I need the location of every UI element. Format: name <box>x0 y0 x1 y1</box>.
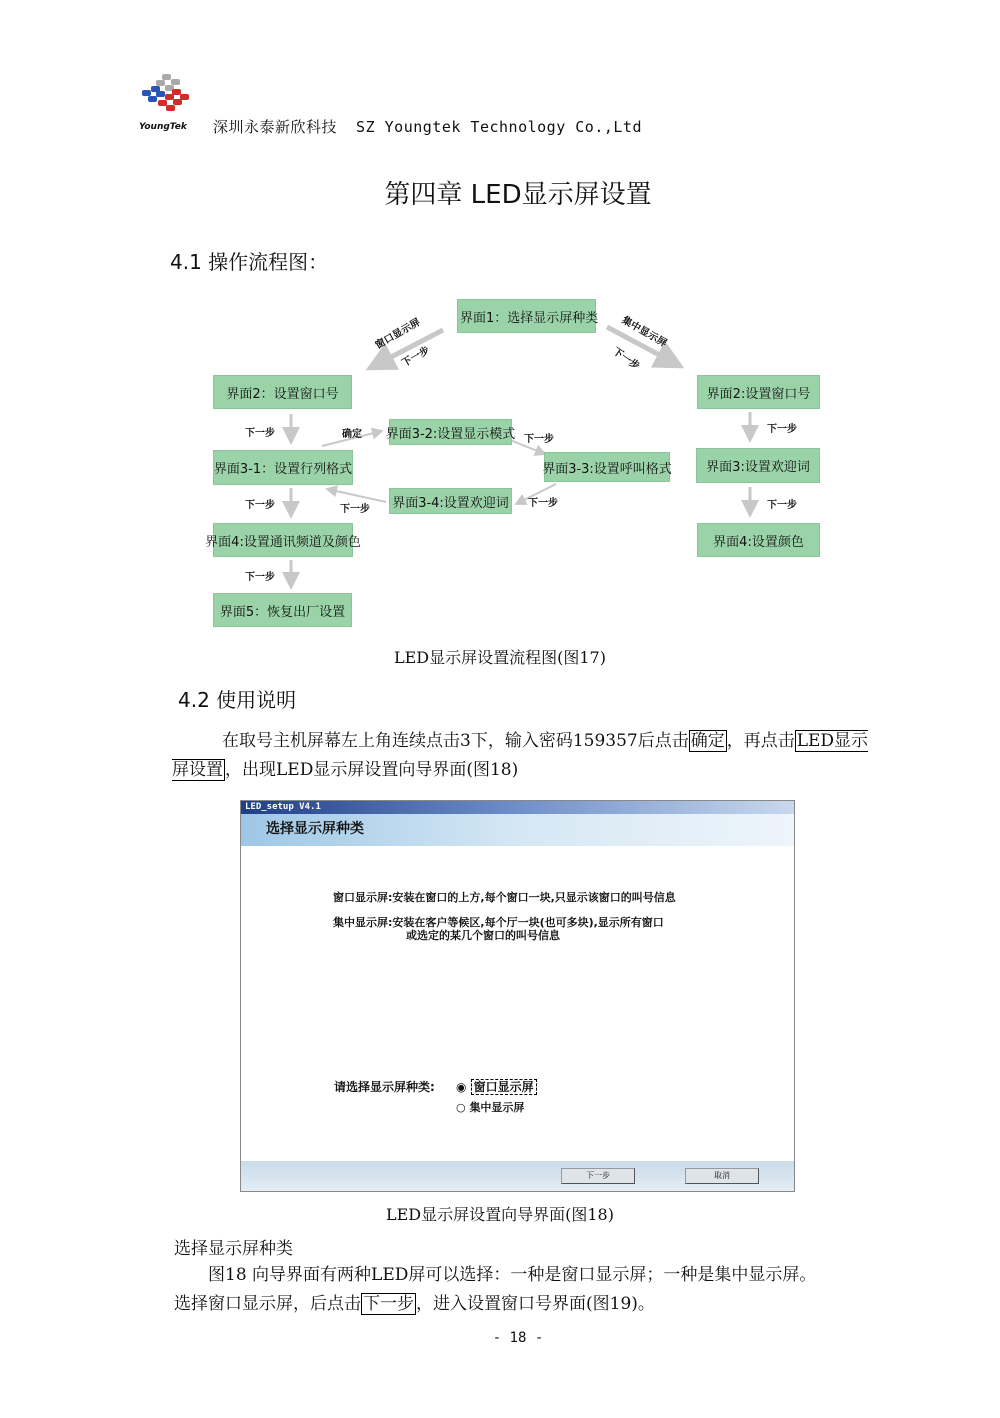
flow-box-screen3-1: 界面3-1：设置行列格式 <box>213 450 353 485</box>
label-next: 下一步 <box>245 500 275 511</box>
radio-label: 窗口显示屏 <box>471 1079 537 1095</box>
text: 选择窗口显示屏，后点击 <box>174 1294 361 1314</box>
select-type-label: 请选择显示屏种类: <box>334 1080 435 1094</box>
flow-box-right-screen3: 界面3:设置欢迎词 <box>696 448 820 483</box>
window-screen-description: 窗口显示屏:安装在窗口的上方,每个窗口一块,只显示该窗口的叫号信息 <box>333 891 676 904</box>
radio-label: 集中显示屏 <box>469 1101 525 1114</box>
label-next: 下一步 <box>245 428 275 439</box>
paragraph-instructions <box>172 727 872 785</box>
paragraph-description <box>174 1261 894 1319</box>
flow-box-left-screen2: 界面2：设置窗口号 <box>213 375 352 409</box>
company-header: 深圳永泰新欣科技 SZ Youngtek Technology Co.,Ltd <box>213 118 642 136</box>
label-next: 下一步 <box>767 500 797 511</box>
label-next: 下一步 <box>400 344 432 370</box>
label-next: 下一步 <box>610 346 642 373</box>
flow-box-right-screen2: 界面2:设置窗口号 <box>697 375 820 409</box>
sub-heading: 选择显示屏种类 <box>174 1239 293 1259</box>
text: ，出现LED显示屏设置向导界面(图18) <box>225 760 519 780</box>
chapter-title: 第四章 LED显示屏设置 <box>384 180 652 210</box>
text: 在取号主机屏幕左上角连续点击3下，输入密码159357后点击 <box>222 731 689 751</box>
flow-box-right-screen4: 界面4:设置颜色 <box>697 523 820 557</box>
label-next: 下一步 <box>528 498 558 509</box>
radio-central-screen[interactable]: ○ 集中显示屏 <box>456 1101 525 1114</box>
text: 图18 向导界面有两种LED屏可以选择：一种是窗口显示屏；一种是集中显示屏。 <box>208 1265 817 1285</box>
wizard-banner-title: 选择显示屏种类 <box>241 814 794 846</box>
flow-box-screen3-2: 界面3-2:设置显示模式 <box>389 419 512 445</box>
flow-box-left-screen4: 界面4:设置通讯频道及颜色 <box>213 523 353 557</box>
cancel-button[interactable]: 取消 <box>685 1168 759 1184</box>
flow-box-screen1: 界面1：选择显示屏种类 <box>457 299 596 333</box>
section-heading-4-1: 4.1 操作流程图： <box>170 250 329 274</box>
label-next: 下一步 <box>524 434 554 445</box>
label-next: 下一步 <box>340 504 370 515</box>
label-confirm: 确定 <box>342 429 362 440</box>
led-setup-window-screenshot <box>240 800 795 1192</box>
window-titlebar: LED_setup V4.1 <box>241 801 794 814</box>
label-window-screen: 窗口显示屏 <box>373 316 423 352</box>
flow-box-screen3-4: 界面3-4:设置欢迎词 <box>389 488 512 514</box>
led-setup-button-ref: LED显示屏设置 <box>172 731 869 780</box>
label-next: 下一步 <box>245 572 275 583</box>
central-screen-description: 集中显示屏:安装在客户等候区,每个厅一块(也可多块),显示所有窗口 <box>333 916 664 929</box>
label-central-screen: 集中显示屏 <box>619 314 669 350</box>
flow-box-screen5: 界面5：恢复出厂设置 <box>213 593 352 627</box>
flow-box-screen3-3: 界面3-3:设置呼叫格式 <box>544 452 670 482</box>
page-number: - 18 - <box>492 1330 544 1346</box>
figure18-caption: LED显示屏设置向导界面(图18) <box>386 1205 614 1224</box>
radio-window-screen[interactable]: ◉ 窗口显示屏 <box>456 1078 537 1095</box>
text: ，再点击 <box>726 731 795 751</box>
section-heading-4-2: 4.2 使用说明 <box>178 688 297 712</box>
next-button[interactable]: 下一步 <box>561 1168 635 1184</box>
confirm-button-ref: 确定 <box>690 731 725 751</box>
text: ，进入设置窗口号界面(图19)。 <box>416 1294 655 1314</box>
figure17-caption: LED显示屏设置流程图(图17) <box>394 648 606 667</box>
label-next: 下一步 <box>767 424 797 435</box>
logo-text: YoungTek <box>139 122 187 132</box>
next-button-ref: 下一步 <box>363 1294 414 1314</box>
central-screen-description-cont: 或选定的某几个窗口的叫号信息 <box>406 929 560 942</box>
